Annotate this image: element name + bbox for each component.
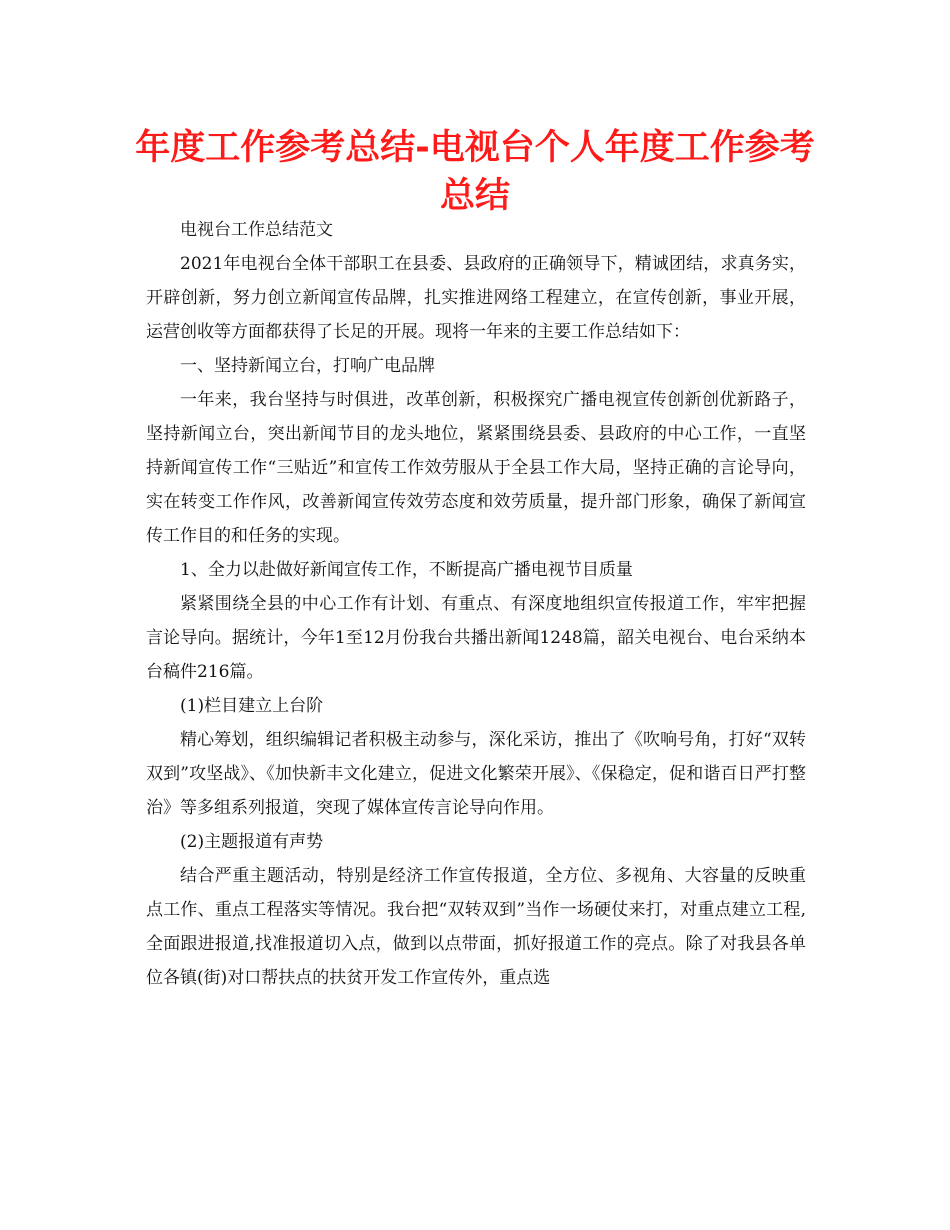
paragraph-intro: 2021年电视台全体干部职工在县委、县政府的正确领导下，精诚团结，求真务实，开辟创新，努力创立新闻宣传品牌，扎实推进网络工程建立，在宣传创新，事业开展，运营创收等方面都获得了长足的开展。现将一年来的主要工作总结如下： xyxy=(146,254,806,342)
paragraph-subsection-1: 紧紧围绕全县的中心工作有计划、有重点、有深度地组织宣传报道工作，牢牢把握言论导向。据统计，今年1至12月份我台共播出新闻1248篇，韶关电视台、电台采纳本台稿件216篇。 xyxy=(146,594,806,682)
document-title: 年度工作参考总结-电视台个人年度工作参考总结 xyxy=(135,128,815,216)
document-body xyxy=(146,213,806,995)
item-heading-1: (1)栏目建立上台阶 xyxy=(180,696,324,716)
subsection-heading-1: 1、全力以赴做好新闻宣传工作，不断提高广播电视节目质量 xyxy=(180,560,633,580)
section-heading-1: 一、坚持新闻立台，打响广电品牌 xyxy=(180,356,435,376)
paragraph-item-2: 结合严重主题活动，特别是经济工作宣传报道，全方位、多视角、大容量的反映重点工作、重点工程落实等情况。我台把“双转双到”当作一场硬仗来打，对重点建立工程,全面跟进报道,找准报道切入点，做到以点带面，抓好报道工作的亮点。除了对我县各单位各镇(街)对口帮扶点的扶贫开发工作宣传外，重点选 xyxy=(146,866,806,988)
paragraph-item-1: 精心筹划，组织编辑记者积极主动参与，深化采访，推出了《吹响号角，打好“双转双到”攻坚战》、《加快新丰文化建立，促进文化繁荣开展》、《保稳定，促和谐百日严打整治》等多组系列报道，突现了媒体宣传言论导向作用。 xyxy=(146,730,806,818)
item-heading-2: (2)主题报道有声势 xyxy=(180,832,324,852)
paragraph-section-1: 一年来，我台坚持与时俱进，改革创新，积极探究广播电视宣传创新创优新路子，坚持新闻立台，突出新闻节目的龙头地位，紧紧围绕县委、县政府的中心工作，一直坚持新闻宣传工作“三贴近”和宣传工作效劳服从于全县工作大局，坚持正确的言论导向，实在转变工作作风，改善新闻宣传效劳态度和效劳质量，提升部门形象，确保了新闻宣传工作目的和任务的实现。 xyxy=(146,390,806,546)
paragraph-subtitle: 电视台工作总结范文 xyxy=(180,220,333,240)
